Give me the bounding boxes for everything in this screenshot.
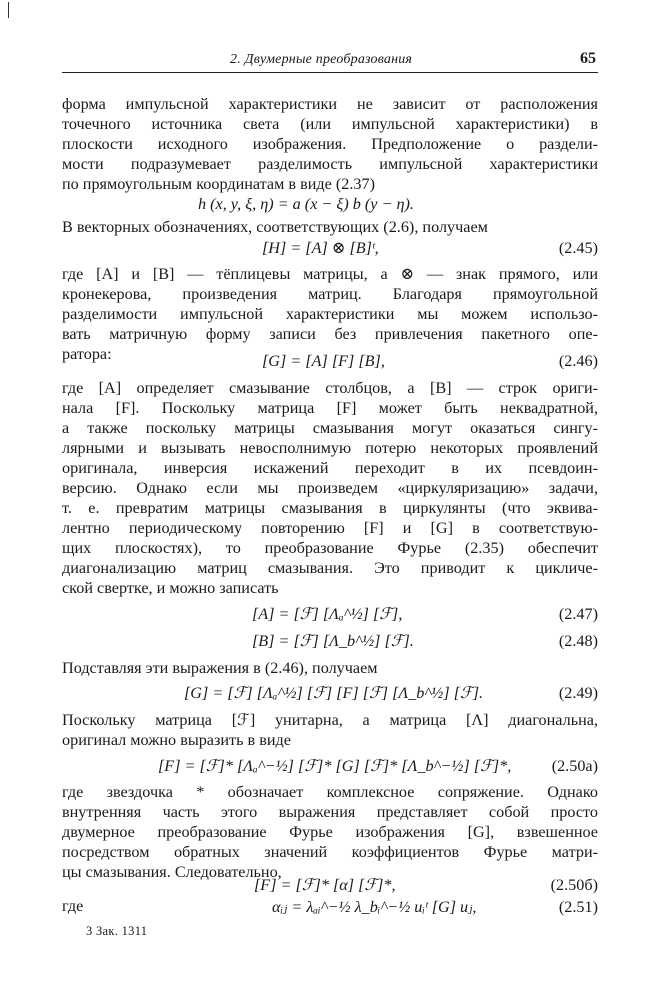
text-line: внутренняя часть этого выражения представляет собой просто: [62, 803, 598, 821]
text-line: диагонализацию матриц смазывания. Это приводит к цикличе-: [62, 559, 598, 577]
text-line: кронекерова, произведения матриц. Благодаря прямоугольной: [62, 285, 598, 303]
running-header: [62, 50, 598, 73]
text-line: цы смазывания. Следовательно,: [62, 863, 282, 881]
text-line: оригинал можно выразить в виде: [62, 731, 291, 749]
text-line: ской свертке, и можно записать: [62, 579, 279, 597]
text-line: где [A] и [B] — тёплицевы матрицы, а ⊗ — знак прямого, или: [62, 265, 598, 283]
text-line: ратора:: [62, 345, 112, 363]
equation-2-50b: [F] = [ℱ]* [α] [ℱ]*,: [254, 876, 396, 894]
equation-2-48: [B] = [ℱ] [Λ_b^½] [ℱ].: [252, 632, 414, 650]
printer-footer: 3 Зак. 1311: [86, 924, 148, 938]
text-line: В векторных обозначениях, соответствующих (2.6), получаем: [62, 218, 488, 236]
text-line: версию. Однако если мы произведем «циркуляризацию» задачи,: [62, 479, 598, 497]
text-line: щих плоскостях), то преобразование Фурье (2.35) обеспечит: [62, 539, 598, 557]
text-line: плоскости исходного изображения. Предположение о раздели-: [62, 135, 598, 153]
text-line: оригинала, инверсия искажений переходит в их псевдоин-: [62, 459, 598, 477]
equation-2-51: αᵢⱼ = λₐᵢ^−½ λ_bᵢ^−½ uᵢᵗ [G] uⱼ,: [272, 898, 477, 916]
text-line: где [A] определяет смазывание столбцов, а [B] — строк ориги-: [62, 379, 598, 397]
equation-number-2-50b: (2.50б): [550, 876, 598, 894]
text-line: по прямоугольным координатам в виде (2.37): [62, 175, 375, 193]
text-line: т. е. превратим матрицы смазывания в циркулянты (что эквива-: [62, 499, 598, 517]
text-line: посредством обратных значений коэффициентов Фурье матри-: [62, 843, 598, 861]
page-number: 65: [580, 50, 596, 67]
text-line: двумерное преобразование Фурье изображения [G], взвешенное: [62, 823, 598, 841]
text-line: лярными и вызывать невосполнимую потерю некоторых проявлений: [62, 439, 598, 457]
equation-2-45: [H] = [A] ⊗ [B]ᵗ,: [262, 239, 379, 257]
text-line: нала [F]. Поскольку матрица [F] может быть неквадратной,: [62, 399, 598, 417]
equation-number-2-49: (2.49): [558, 684, 598, 702]
equation-number-2-47: (2.47): [558, 605, 598, 623]
text-line: разделимости импульсной характеристики мы можем использо-: [62, 305, 598, 323]
equation-2-50a: [F] = [ℱ]* [Λₐ^−½] [ℱ]* [G] [ℱ]* [Λ_b^−½] [ℱ]*,: [158, 757, 512, 775]
running-header-title: 2. Двумерные преобразования: [230, 52, 413, 67]
equation-number-2-48: (2.48): [558, 632, 598, 650]
text-line: а также поскольку матрицы смазывания могут оказаться сингу-: [62, 419, 598, 437]
equation-number-2-45: (2.45): [558, 239, 598, 257]
text-line: точечного источника света (или импульсной характеристики) в: [62, 115, 598, 133]
text-line: форма импульсной характеристики не зависит от расположения: [62, 95, 598, 113]
scan-edge-mark: [8, 2, 9, 18]
equation-2-49: [G] = [ℱ] [Λₐ^½] [ℱ] [F] [ℱ] [Λ_b^½] [ℱ].: [184, 684, 484, 702]
equation-2-47: [A] = [ℱ] [Λₐ^½] [ℱ],: [252, 605, 403, 623]
text-line: лентно периодическому повторению [F] и [G] в соответствую-: [62, 519, 598, 537]
text-line: Подставляя эти выражения в (2.46), получаем: [62, 659, 378, 677]
text-line: мости подразумевает разделимость импульсной характеристики: [62, 155, 598, 173]
text-line: где звездочка * обозначает комплексное сопряжение. Однако: [62, 783, 598, 801]
text-line: Поскольку матрица [ℱ] унитарна, а матрица [Λ] диагональна,: [62, 711, 598, 729]
equation-number-2-46: (2.46): [558, 352, 598, 370]
equation-number-2-51: (2.51): [558, 898, 598, 916]
equation-2-46: [G] = [A] [F] [B],: [262, 352, 385, 370]
text-line: где: [62, 897, 84, 915]
text-line: вать матричную форму записи без привлечения пакетного опе-: [62, 325, 598, 343]
equation-2-37: h (x, y, ξ, η) = a (x − ξ) b (y − η).: [198, 195, 414, 213]
equation-number-2-50a: (2.50а): [551, 757, 598, 775]
